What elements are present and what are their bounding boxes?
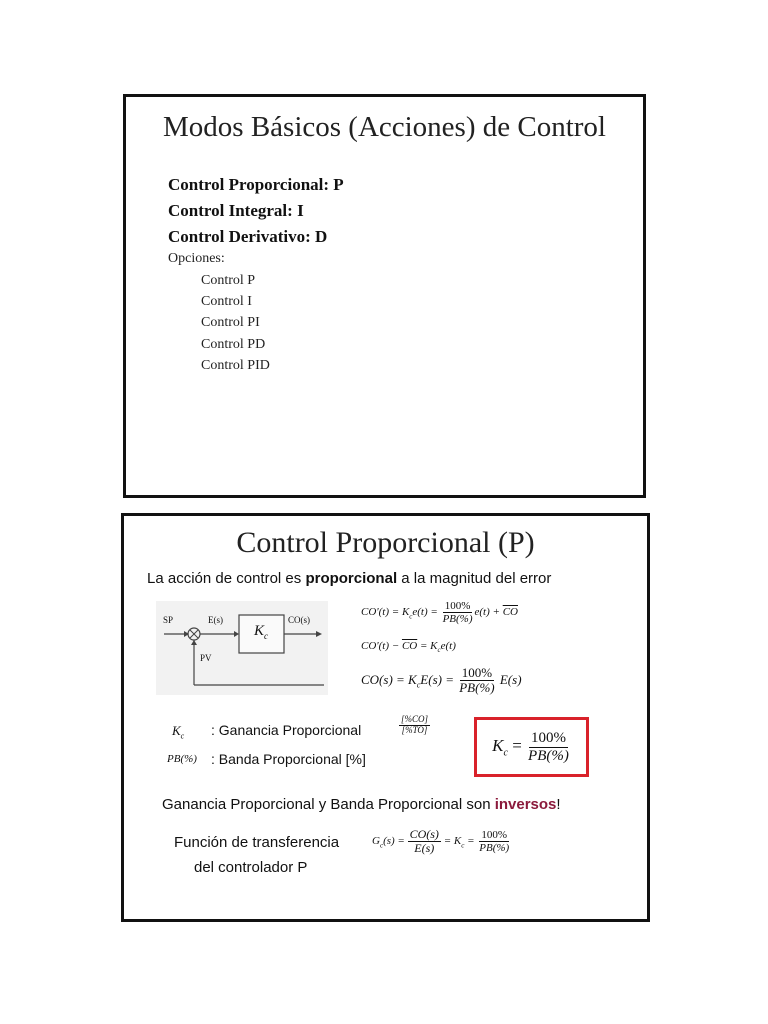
options-label: Opciones: bbox=[168, 251, 225, 266]
eq1-rhs: e(t) + bbox=[474, 606, 503, 619]
tf-lhs: G bbox=[372, 835, 380, 848]
option-item: Control PI bbox=[201, 315, 260, 330]
tf-fraction-2 bbox=[477, 829, 511, 854]
diagram-sp: SP bbox=[163, 615, 174, 625]
kc-unit bbox=[399, 715, 430, 736]
tf-den1: E(s) bbox=[414, 841, 435, 856]
eq2-tail: e(t) bbox=[440, 640, 456, 652]
tf-sub: c bbox=[379, 841, 384, 850]
tf-label-line2: del controlador P bbox=[194, 859, 308, 876]
box-eq: = bbox=[507, 735, 527, 755]
eq3-mid: E(s) = bbox=[420, 671, 458, 687]
inverse-pre: Ganancia Proporcional y Banda Proporcional son bbox=[162, 796, 495, 813]
slide-proportional-control bbox=[121, 513, 650, 922]
eq1-fraction bbox=[441, 600, 475, 625]
item-integral bbox=[168, 201, 304, 221]
option-item: Control PD bbox=[201, 337, 266, 352]
eq3-lhs: CO(s) = K bbox=[361, 671, 417, 687]
pb-symbol: PB(%) bbox=[167, 753, 197, 765]
eq2-co: $\overline{CO}$ bbox=[401, 640, 418, 652]
kc-description: : Ganancia Proporcional bbox=[211, 722, 362, 738]
tf-label-line1: Función de transferencia bbox=[174, 834, 340, 851]
box-den: PB(%) bbox=[528, 747, 569, 764]
eq1-co: $\overline{CO}$ bbox=[502, 606, 518, 619]
eq2-rhs: = K bbox=[417, 640, 438, 652]
eq1-lhs: CO'(t) = K bbox=[361, 606, 410, 619]
inverse-post: ! bbox=[556, 796, 561, 813]
inverse-bold: inversos bbox=[494, 796, 557, 813]
slide2-title: Control Proporcional (P) bbox=[236, 526, 535, 559]
equation-1: $CO'(t) = K_ce(t)$ = $\frac{100\%}{PB(\%)}$ $e(t) + \overline{CO}$ bbox=[361, 600, 518, 626]
eq1-num: 100% bbox=[444, 600, 471, 612]
pb-description: : Banda Proporcional [%] bbox=[211, 751, 366, 767]
intro-pre: La acción de control es bbox=[147, 570, 306, 587]
option-item: Control I bbox=[201, 294, 252, 309]
tf-num1: CO(s) bbox=[409, 827, 439, 841]
eq3-fraction bbox=[457, 666, 496, 696]
tf-eq: = bbox=[464, 835, 478, 848]
diagram-kc bbox=[254, 623, 268, 641]
equation-2: $CO'(t) - \overline{CO} = K_ce(t)$ bbox=[361, 640, 456, 655]
tf-fraction-1 bbox=[408, 828, 441, 855]
block-diagram bbox=[156, 601, 328, 695]
equation-3: $CO(s) = K_cE(s)$ = $\frac{100\%}{PB(\%)}$ E(s) bbox=[361, 665, 522, 696]
item-label: Control Proporcional: bbox=[168, 175, 330, 194]
kc-unit-num: [%CO] bbox=[401, 714, 429, 724]
item-label: Control Integral: bbox=[168, 201, 293, 220]
item-letter: P bbox=[333, 175, 344, 194]
kc-symbol-sub: c bbox=[180, 731, 185, 741]
item-derivative bbox=[168, 227, 327, 247]
diagram-pv: PV bbox=[200, 653, 212, 663]
item-letter: D bbox=[315, 227, 328, 246]
kc-symbol-letter: K bbox=[172, 723, 181, 738]
item-label: Control Derivativo: bbox=[168, 227, 311, 246]
eq3-rhs: E(s) bbox=[496, 671, 522, 687]
eq2-lhs: CO'(t) − bbox=[361, 640, 402, 652]
slide1-title: Modos Básicos (Acciones) de Control bbox=[163, 111, 606, 143]
option-item: Control P bbox=[201, 273, 256, 288]
kc-unit-den: [%TO] bbox=[401, 724, 428, 735]
item-letter: I bbox=[297, 201, 304, 220]
inverse-note bbox=[162, 796, 561, 813]
eq3-den: PB(%) bbox=[459, 680, 495, 696]
intro-bold: proporcional bbox=[305, 570, 398, 587]
box-fraction bbox=[526, 730, 571, 764]
box-num: 100% bbox=[530, 730, 566, 746]
eq3-num: 100% bbox=[461, 665, 493, 680]
box-lhs: K bbox=[492, 735, 504, 755]
tf-mid: = K bbox=[440, 835, 462, 848]
diagram-es: E(s) bbox=[208, 615, 223, 625]
kc-letter: K bbox=[254, 623, 265, 639]
tf-den2: PB(%) bbox=[479, 842, 510, 855]
kc-formula-box bbox=[474, 717, 589, 777]
box-sub: c bbox=[503, 747, 508, 759]
intro-text bbox=[147, 570, 551, 587]
tf-num2: 100% bbox=[481, 829, 508, 842]
kc-unit-fraction bbox=[399, 715, 430, 736]
intro-post: a la magnitud del error bbox=[397, 570, 552, 587]
tf-arg: (s) = bbox=[383, 835, 408, 848]
diagram-cos: CO(s) bbox=[288, 615, 310, 625]
slide-basic-modes bbox=[123, 94, 646, 498]
option-item: Control PID bbox=[201, 358, 270, 373]
eq1-mid: e(t) = bbox=[412, 606, 441, 619]
box-formula bbox=[492, 730, 571, 764]
kc-sub: c bbox=[264, 631, 269, 641]
kc-symbol bbox=[172, 723, 184, 741]
transfer-function: $G_c(s)$ = $\frac{CO(s)}{E(s)}$ = $K_c$ = $\frac{100\%}{PB(\%)}$ bbox=[372, 827, 510, 856]
eq1-den: PB(%) bbox=[442, 613, 473, 626]
item-proportional bbox=[168, 175, 344, 195]
